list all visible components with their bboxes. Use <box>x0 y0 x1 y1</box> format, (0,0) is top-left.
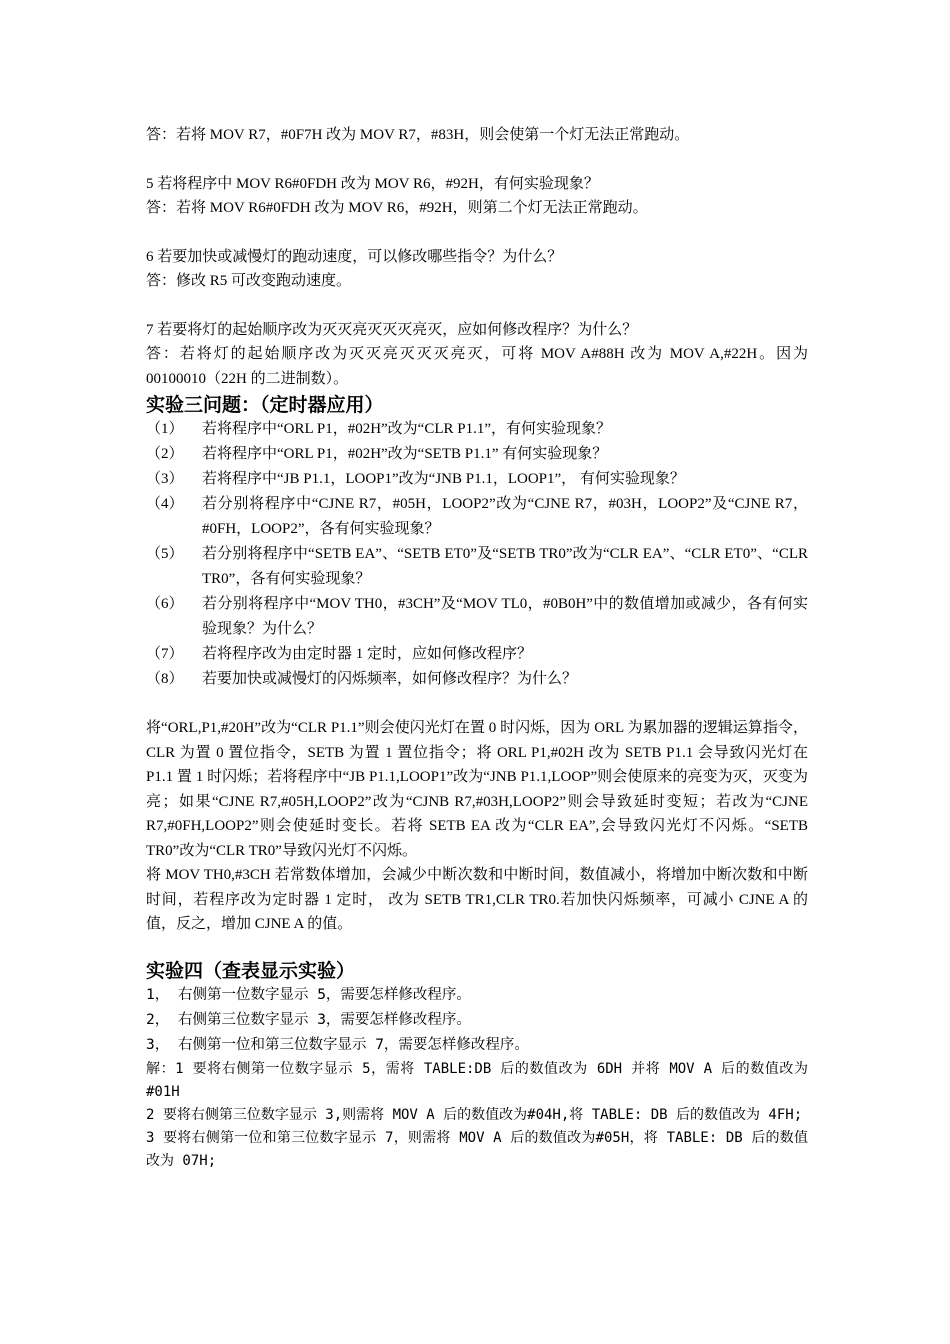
exp3-heading: 实验三问题：（定时器应用） <box>146 394 384 416</box>
list-item-number: （6） <box>146 596 184 612</box>
list-item-text: 若将程序改为由定时器 1 定时，应如何修改程序？ <box>202 646 533 662</box>
list-item-number: （5） <box>146 546 184 562</box>
list-item-text: 若将程序中“ORL P1，#02H”改为“SETB P1.1” 有何实验现象？ <box>202 446 608 462</box>
list-item <box>146 492 808 542</box>
answer-5: 答：若将 MOV R6#0FDH 改为 MOV R6，#92H，则第二个灯无法正常跑动。 <box>146 200 648 216</box>
list-item-text: 若将程序中“JB P1.1，LOOP1”改为“JNB P1.1，LOOP1”， 有何实验现象？ <box>202 471 685 487</box>
list-item-number: （7） <box>146 646 184 662</box>
exp3-answer-paragraph-1: 将“ORL,P1,#20H”改为“CLR P1.1”则会使闪光灯在置 0 时闪烁，因为 ORL 为累加器的逻辑运算指令，CLR 为置 0 置位指令，SETB 为置 1 置位指令；将 ORL P1,#02H 改为 SETB P1.1 会导致闪光灯在 P1.1 置 1 时闪烁；若将程序中“JB P1.1,LOOP1”改为“JNB P1.1,LOOP”则会使原来的亮变为灭，灭变为亮；如果“CJNE R7,#05H,LOOP2”改为“CJNB R7,#03H,LOOP2”则会导致延时变短；若改为“CJNE R7,#0FH,LOOP2”则会使延时变长。若将 SETB EA 改为“CLR EA”,会导致闪光灯不闪烁。“SETB TR0”改为“CLR TR0”导致闪光灯不闪烁。 <box>146 720 808 859</box>
list-item-number: （8） <box>146 671 184 687</box>
exp4-answer-2: 2 要将右侧第三位数字显示 3,则需将 MOV A 后的数值改为#04H,将 TABLE: DB 后的数值改为 4FH; <box>146 1106 803 1123</box>
list-item <box>146 592 808 642</box>
list-item <box>146 667 808 692</box>
answer-7: 答：若将灯的起始顺序改为灭灭亮灭灭灭亮灭，可将 MOV A#88H 改为 MOV A,#22H。因为 00100010（22H 的二进制数）。 <box>146 346 808 387</box>
question-6: 6 若要加快或减慢灯的跑动速度，可以修改哪些指令？为什么？ <box>146 248 563 265</box>
list-item <box>146 642 808 667</box>
list-item-number: （1） <box>146 421 184 437</box>
exp4-answer-1: 解：1 要将右侧第一位数字显示 5，需将 TABLE:DB 后的数值改为 6DH 并将 MOV A 后的数值改为#01H <box>146 1060 808 1100</box>
exp4-question-2: 2， 右侧第三位数字显示 3，需要怎样修改程序。 <box>146 1011 471 1028</box>
list-item-text: 若分别将程序中“MOV TH0，#3CH”及“MOV TL0，#0B0H”中的数值增加或减少，各有何实验现象？为什么？ <box>202 596 808 637</box>
list-item-text: 若分别将程序中“SETB EA”、“SETB ET0”及“SETB TR0”改为“CLR EA”、“CLR ET0”、“CLR TR0”，各有何实验现象？ <box>202 546 808 587</box>
list-item-text: 若要加快或减慢灯的闪烁频率，如何修改程序？为什么？ <box>202 671 578 687</box>
exp3-answer-paragraph-2: 将 MOV TH0,#3CH 若常数体增加，会减少中断次数和中断时间，数值减小，将增加中断次数和中断时间，若程序改为定时器 1 定时， 改为 SETB TR1,CLR TR0.若加快闪烁频率，可减小 CJNE A 的值，反之，增加 CJNE A 的值。 <box>146 867 808 932</box>
list-item-number: （2） <box>146 446 184 462</box>
exp4-answer-3: 3 要将右侧第一位和第三位数字显示 7，则需将 MOV A 后的数值改为#05H，将 TABLE: DB 后的数值改为 07H; <box>146 1129 808 1169</box>
list-item <box>146 467 808 492</box>
exp4-question-3: 3， 右侧第一位和第三位数字显示 7，需要怎样修改程序。 <box>146 1036 529 1053</box>
list-item <box>146 442 808 467</box>
exp4-question-1: 1， 右侧第一位数字显示 5，需要怎样修改程序。 <box>146 986 471 1003</box>
list-item <box>146 417 808 442</box>
document-page <box>146 0 808 1173</box>
answer-6: 答：修改 R5 可改变跑动速度。 <box>146 273 352 289</box>
answer-4: 答：若将 MOV R7，#0F7H 改为 MOV R7，#83H，则会使第一个灯无法正常跑动。 <box>146 127 690 143</box>
exp4-heading: 实验四（查表显示实验） <box>146 959 356 982</box>
list-item-text: 若分别将程序中“CJNE R7，#05H，LOOP2”改为“CJNE R7，#03H，LOOP2”及“CJNE R7，#0FH，LOOP2”，各有何实验现象？ <box>202 496 808 537</box>
exp3-question-list <box>146 417 808 692</box>
list-item-text: 若将程序中“ORL P1，#02H”改为“CLR P1.1”，有何实验现象？ <box>202 421 612 437</box>
question-5: 5 若将程序中 MOV R6#0FDH 改为 MOV R6，#92H，有何实验现象？ <box>146 175 599 192</box>
list-item-number: （3） <box>146 471 184 487</box>
list-item-number: （4） <box>146 496 184 512</box>
list-item <box>146 542 808 592</box>
question-7: 7 若要将灯的起始顺序改为灭灭亮灭灭灭亮灭，应如何修改程序？为什么？ <box>146 321 638 338</box>
